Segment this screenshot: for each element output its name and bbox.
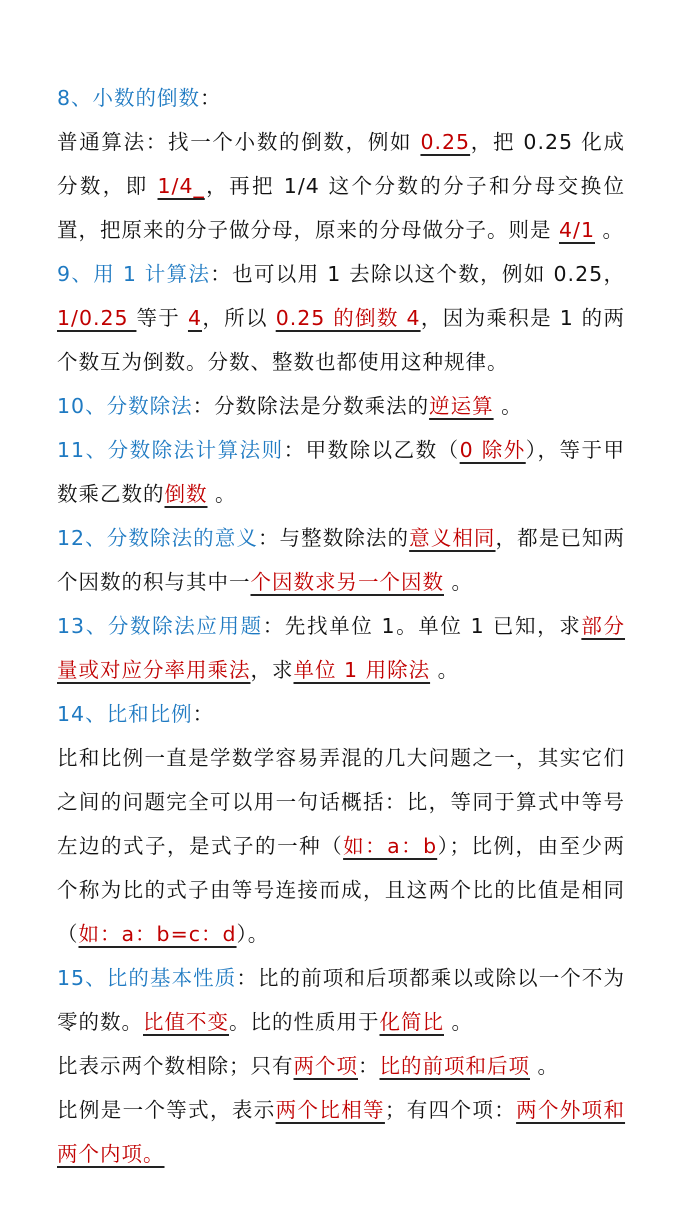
section-heading: 10、分数除法 (57, 394, 193, 418)
body-text: ：分数除法是分数乘法的 (192, 394, 430, 418)
paragraph (57, 1044, 625, 1088)
body-text: 。 (595, 218, 625, 242)
paragraph (57, 384, 625, 428)
paragraph (57, 252, 625, 384)
body-text: ，再把 1/4 这个分数的分子和分母交换位置，把原来的分子做分母，原来的分母做分子。则是 (57, 174, 625, 242)
paragraph (57, 1088, 625, 1176)
highlighted-text: 意义相同 (409, 526, 496, 550)
section-heading: 9、用 1 计算法 (57, 262, 211, 286)
paragraph (57, 516, 625, 604)
body-text: 比和比例一直是学数学容易弄混的几大问题之一，其实它们之间的问题完全可以用一句话概括：比，等同于算式中等号左边的式子，是式子的一种（ (57, 746, 625, 858)
body-text: 普通算法：找一个小数的倒数，例如 (57, 130, 421, 154)
body-text: ），等于甲数乘乙数的 (57, 438, 625, 506)
highlighted-text: 个因数求另一个因数 (250, 570, 444, 594)
highlighted-text: 逆运算 (429, 394, 494, 418)
body-text: 等于 (136, 306, 188, 330)
highlighted-text: 部分量或对应分率用乘法 (57, 614, 626, 682)
body-text: 。 (444, 570, 474, 594)
highlighted-text: 化简比 (379, 1010, 444, 1034)
highlighted-text: 单位 1 用除法 (293, 658, 431, 682)
highlighted-text: 4 (187, 306, 203, 330)
highlighted-text: 倒数 (164, 482, 208, 506)
body-text: ：甲数除以乙数（ (283, 438, 460, 462)
section-heading: 12、分数除法的意义 (57, 526, 258, 550)
body-text: ：先找单位 1。单位 1 已知，求 (262, 614, 582, 638)
section-heading: 8、小数的倒数 (57, 86, 201, 110)
highlighted-text: 如：a：b (343, 834, 438, 858)
highlighted-text: 两个项 (293, 1054, 358, 1078)
highlighted-text: 比的前项和后项 (379, 1054, 530, 1078)
paragraph (57, 76, 625, 120)
body-text: ，求 (250, 658, 294, 682)
body-text: ： (200, 86, 222, 110)
paragraph (57, 692, 625, 736)
body-text: ： (192, 702, 215, 726)
highlighted-text: 两个外项和两个内项。 (57, 1098, 626, 1166)
paragraph (57, 956, 625, 1044)
body-text: 。 (207, 482, 237, 506)
body-text: ，把 0.25 化成分数，即 (57, 130, 625, 198)
highlighted-text: 如：a：b=c：d (78, 922, 237, 946)
highlighted-text: 0.25 (420, 130, 471, 154)
section-heading: 15、比的基本性质 (57, 966, 237, 990)
paragraph (57, 604, 625, 692)
section-heading: 13、分数除法应用题 (57, 614, 263, 638)
section-heading: 14、比和比例 (57, 702, 193, 726)
highlighted-text: 两个比相等 (275, 1098, 385, 1122)
body-text: 。 (444, 1010, 474, 1034)
body-text: ；有四个项： (384, 1098, 517, 1122)
body-text: 比例是一个等式，表示 (57, 1098, 276, 1122)
section-heading: 11、分数除法计算法则 (57, 438, 284, 462)
body-text: ： (358, 1054, 380, 1078)
highlighted-text: 0 除外 (459, 438, 526, 462)
body-text: 。 (430, 658, 460, 682)
highlighted-text: 1/4_ (157, 174, 205, 198)
body-text: 。比的性质用于 (229, 1010, 380, 1034)
body-text: 。 (493, 394, 523, 418)
highlighted-text: 1/0.25 (57, 306, 137, 330)
highlighted-text: 0.25 的倒数 4 (275, 306, 421, 330)
body-text: ）；比例，由至少两个称为比的式子由等号连接而成，且这两个比的比值是相同（ (57, 834, 626, 946)
paragraph (57, 428, 625, 516)
highlighted-text: 4/1 (559, 218, 596, 242)
body-text: 比表示两个数相除；只有 (57, 1054, 294, 1078)
body-text: 。 (530, 1054, 560, 1078)
body-text: ：与整数除法的 (257, 526, 410, 550)
body-text: ，都是已知两个因数的积与其中一 (57, 526, 626, 594)
body-text: ）。 (236, 922, 270, 946)
paragraph (57, 736, 625, 956)
paragraph (57, 120, 625, 252)
body-text: ：比的前项和后项都乘以或除以一个不为零的数。 (57, 966, 625, 1034)
body-text: ，因为乘积是 1 的两个数互为倒数。分数、整数也都使用这种规律。 (57, 306, 625, 374)
highlighted-text: 比值不变 (143, 1010, 229, 1034)
body-text: ，所以 (202, 306, 276, 330)
body-text: ：也可以用 1 去除以这个数，例如 0.25， (210, 262, 625, 286)
